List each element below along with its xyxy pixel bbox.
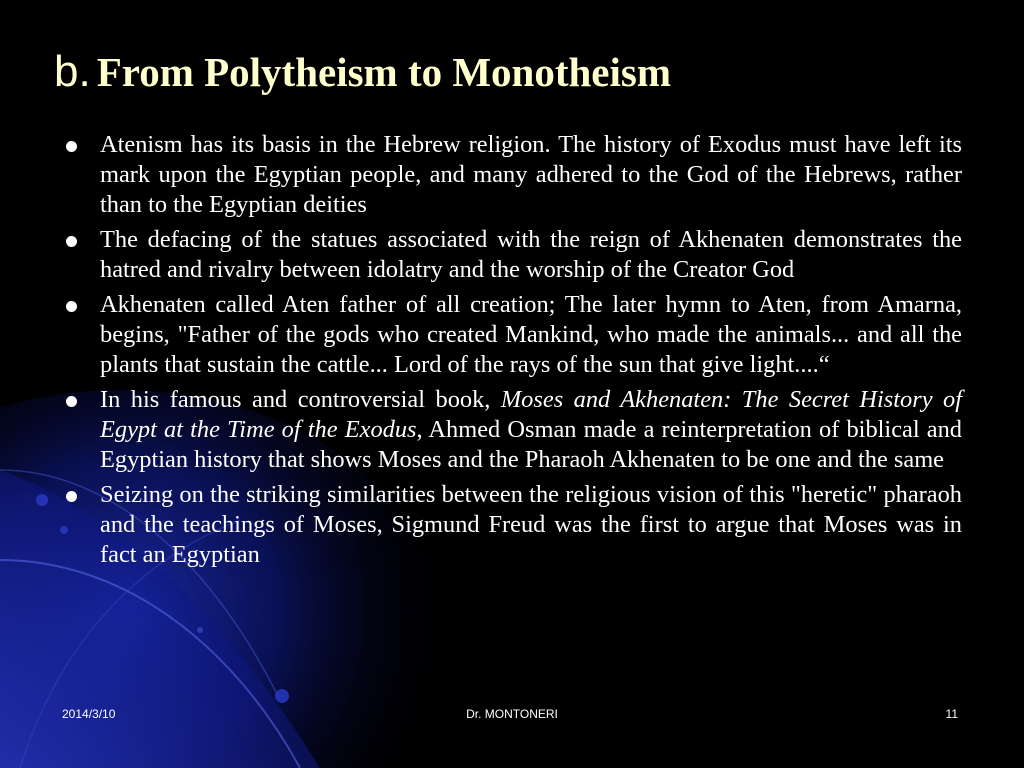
bullet-text: Atenism has its basis in the Hebrew religion. The history of Exodus must have left its mark upon the Egyptian people, and many adhered to the God of the Hebrews, rather than to the Egyptian deities xyxy=(100,131,962,218)
footer-author: Dr. MONTONERI xyxy=(466,707,558,721)
title-section-letter: b. xyxy=(54,47,91,96)
title-text: From Polytheism to Monotheism xyxy=(96,49,672,95)
bullet-item xyxy=(0,480,1024,570)
bullet-item xyxy=(0,225,1024,285)
bullet-text: In his famous and controversial book, xyxy=(100,386,501,413)
bullet-text: The defacing of the statues associated with the reign of Akhenaten demonstrates the hatred and rivalry between idolatry and the worship of the Creator God xyxy=(100,226,962,283)
bullet-dot-icon xyxy=(66,301,77,312)
bullet-dot-icon xyxy=(66,236,77,247)
slide-title xyxy=(54,47,672,96)
footer-page-number: 11 xyxy=(945,707,958,721)
bullet-dot-icon xyxy=(66,141,77,152)
bullet-text: Akhenaten called Aten father of all creation; The later hymn to Aten, from Amarna, begins, "Father of the gods who created Mankind, who made the animals... and all the plants that sustain the cattle... Lord of the rays of the sun that give light....“ xyxy=(100,291,962,378)
footer-date: 2014/3/10 xyxy=(62,707,116,721)
bullet-item xyxy=(0,290,1024,380)
bullet-text: , Ahmed Osman made a reinterpretation of biblical and Egyptian history that shows Moses and the Pharaoh Akhenaten to be one and the same xyxy=(100,416,962,473)
bullet-list xyxy=(0,130,1024,575)
bullet-item xyxy=(0,130,1024,220)
bullet-dot-icon xyxy=(66,491,77,502)
book-title-italic: Moses and Akhenaten: The Secret History of Egypt at the Time of the Exodus xyxy=(100,386,962,443)
bullet-item xyxy=(0,385,1024,475)
bullet-dot-icon xyxy=(66,396,77,407)
bullet-text: Seizing on the striking similarities between the religious vision of this "heretic" pharaoh and the teachings of Moses, Sigmund Freud was the first to argue that Moses was in fact an Egyptian xyxy=(100,481,962,568)
